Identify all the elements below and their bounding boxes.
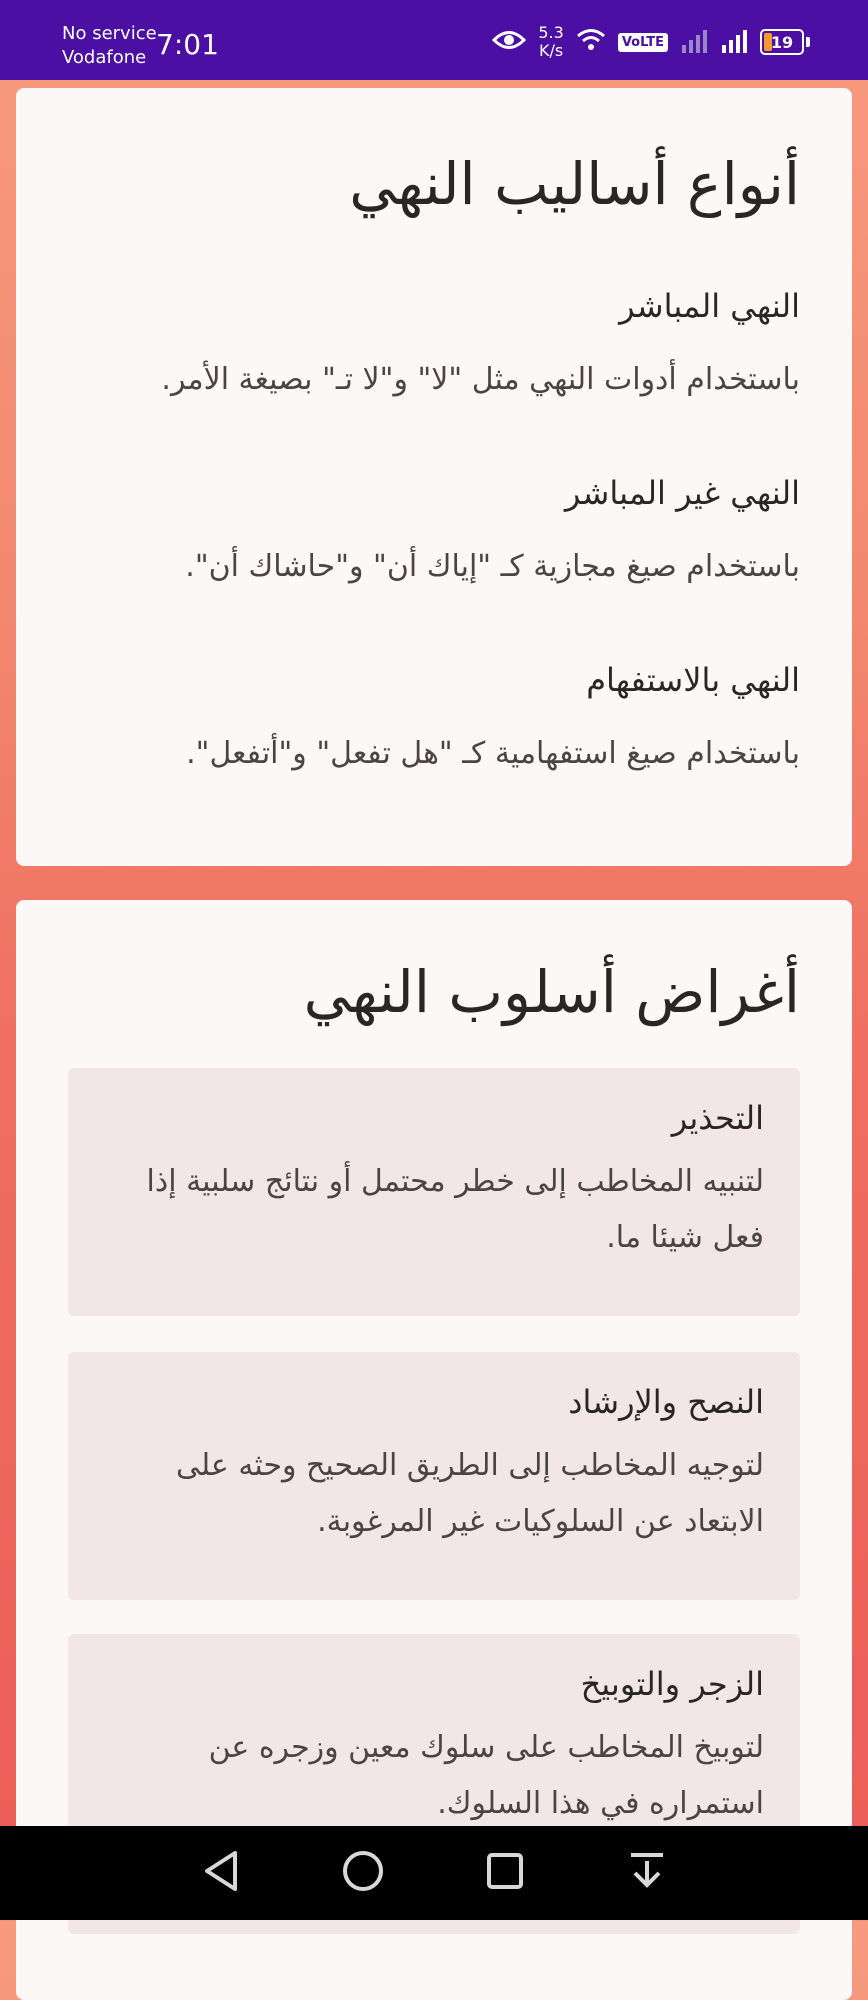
purpose-description: لتنبيه المخاطب إلى خطر محتمل أو نتائج سلبية إذا فعل شيئا ما. — [146, 1164, 764, 1255]
status-bar — [0, 0, 868, 80]
home-button[interactable] — [338, 1848, 388, 1898]
back-triangle-icon — [201, 1849, 241, 1897]
type-heading: النهي بالاستفهام — [586, 661, 800, 699]
recents-button[interactable] — [480, 1848, 530, 1898]
type-item-direct — [68, 284, 800, 402]
purpose-title: النصح والإرشاد — [568, 1383, 764, 1421]
purpose-box-warning — [68, 1068, 800, 1316]
purpose-description: لتوبيخ المخاطب على سلوك معين وزجره عن استمراره في هذا السلوك. — [208, 1730, 764, 1821]
network-speed — [538, 24, 563, 60]
recents-square-icon — [485, 1851, 525, 1895]
type-description: باستخدام صيغ استفهامية كـ "هل تفعل" و"أتفعل". — [186, 736, 800, 771]
purpose-title: الزجر والتوبيخ — [580, 1665, 764, 1703]
carrier-info — [62, 22, 157, 70]
type-item-interrogative — [68, 658, 800, 776]
notification-pull-button[interactable] — [622, 1848, 672, 1898]
types-card — [16, 88, 852, 866]
type-heading: النهي غير المباشر — [564, 474, 800, 512]
purpose-box-advice — [68, 1352, 800, 1600]
type-description: باستخدام أدوات النهي مثل "لا" و"لا تـ" بصيغة الأمر. — [161, 362, 800, 397]
status-icons — [492, 24, 810, 60]
navigation-bar — [0, 1826, 868, 1920]
signal-weak-icon — [680, 27, 708, 57]
clock: 7:01 — [156, 28, 219, 61]
purpose-title: التحذير — [671, 1099, 764, 1137]
volte-badge: VoLTE — [618, 33, 668, 52]
wifi-icon — [576, 28, 606, 56]
carrier-status: No service — [62, 23, 157, 44]
speed-unit: K/s — [538, 41, 564, 60]
back-button[interactable] — [196, 1848, 246, 1898]
pull-down-icon — [627, 1849, 667, 1897]
battery-indicator — [760, 29, 810, 55]
type-description: باستخدام صيغ مجازية كـ "إياك أن" و"حاشاك أن". — [185, 549, 800, 584]
types-title: أنواع أساليب النهي — [349, 150, 800, 218]
purpose-description: لتوجيه المخاطب إلى الطريق الصحيح وحثه على الابتعاد عن السلوكيات غير المرغوبة. — [175, 1448, 764, 1539]
purposes-title: أغراض أسلوب النهي — [303, 958, 800, 1026]
carrier-name: Vodafone — [62, 47, 147, 68]
speed-value: 5.3 — [538, 23, 564, 42]
signal-strong-icon — [720, 27, 748, 57]
type-item-indirect — [68, 471, 800, 589]
type-heading: النهي المباشر — [619, 287, 800, 325]
eye-icon — [492, 29, 526, 55]
home-circle-icon — [341, 1849, 385, 1897]
battery-percent: 19 — [770, 32, 794, 52]
